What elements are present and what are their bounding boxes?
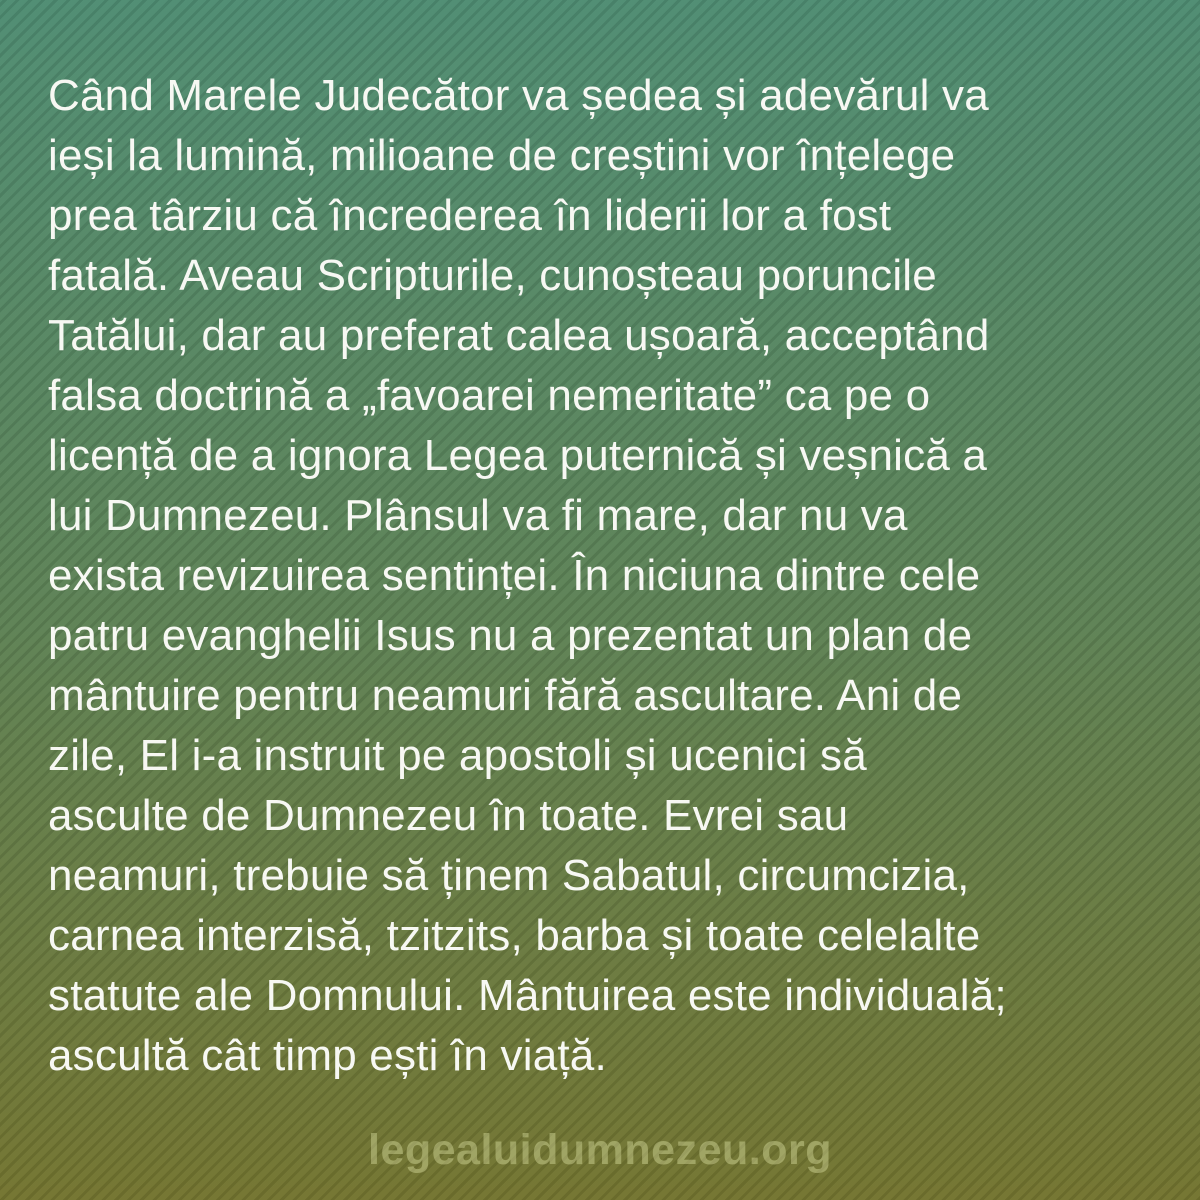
quote-line: zile, El i-a instruit pe apostoli și ucenici să: [48, 731, 867, 780]
quote-line: asculte de Dumnezeu în toate. Evrei sau: [48, 791, 849, 840]
quote-line: prea târziu că încrederea în liderii lor a fost: [48, 191, 892, 240]
quote-line: patru evanghelii Isus nu a prezentat un plan de: [48, 611, 973, 660]
quote-line: Tatălui, dar au preferat calea ușoară, acceptând: [48, 311, 990, 360]
quote-line: statute ale Domnului. Mântuirea este individuală;: [48, 971, 1007, 1020]
quote-line: ascultă cât timp ești în viață.: [48, 1031, 607, 1080]
quote-line: Când Marele Judecător va ședea și adevărul va: [48, 71, 989, 120]
quote-line: carnea interzisă, tzitzits, barba și toate celelalte: [48, 911, 981, 960]
watermark-site-url: legealuidumnezeu.org: [368, 1126, 832, 1174]
quote-line: exista revizuirea sentinței. În niciuna dintre cele: [48, 551, 981, 600]
quote-line: falsa doctrină a „favoarei nemeritate” ca pe o: [48, 371, 931, 420]
quote-line: mântuire pentru neamuri fără ascultare. Ani de: [48, 671, 963, 720]
quote-line: fatală. Aveau Scripturile, cunoșteau poruncile: [48, 251, 937, 300]
quote-text: [48, 66, 1160, 1086]
quote-line: neamuri, trebuie să ținem Sabatul, circumcizia,: [48, 851, 970, 900]
quote-line: lui Dumnezeu. Plânsul va fi mare, dar nu va: [48, 491, 908, 540]
quote-line: ieși la lumină, milioane de creștini vor înțelege: [48, 131, 956, 180]
quote-line: licență de a ignora Legea puternică și veșnică a: [48, 431, 988, 480]
